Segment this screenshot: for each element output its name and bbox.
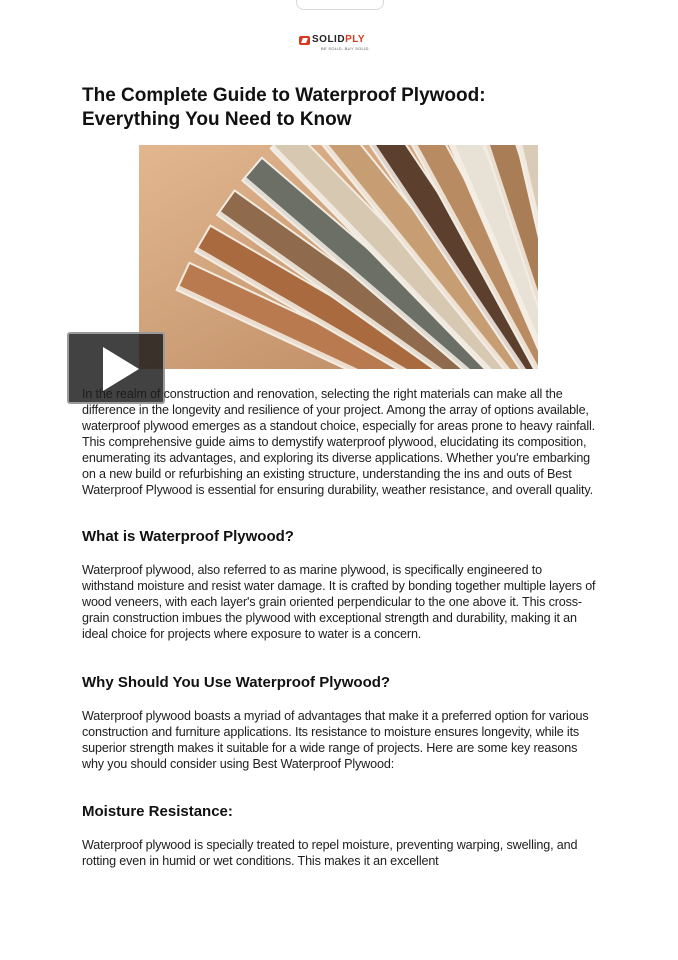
solidply-logo (299, 34, 381, 52)
logo-mark-icon (299, 36, 310, 45)
intro-paragraph: In the realm of construction and renovation, selecting the right materials can make all the difference in the longevity and resilience of your project. Among the array of options available, waterproof plywood emerges as a standout choice, especially for areas prone to heavy rainfall. This comprehensive guide aims to demystify waterproof plywood, elucidating its composition, enumerating its advantages, and exploring its diverse applications. Whether you're embarking on a new build or refurbishing an existing structure, understanding the ins and outs of Best Waterproof Plywood is essential for ensuring durability, weather resistance, and overall quality. (82, 387, 596, 497)
hero-image (139, 145, 538, 369)
top-frame-edge (296, 0, 384, 10)
section-body-moisture: Waterproof plywood is specially treated to repel moisture, preventing warping, swelling, and rotting even in humid or wet conditions. This makes it an excellent (82, 838, 578, 868)
plywood-samples-illustration (139, 145, 538, 369)
section-body-what-is: Waterproof plywood, also referred to as marine plywood, is specifically engineered to withstand moisture and resist water damage. It is crafted by bonding together multiple layers of wood veneers, with each layer's grain oriented perpendicular to the one above it. This cross-grain construction imbues the plywood with exceptional strength and durability, making it an ideal choice for projects where exposure to water is a concern. (82, 563, 596, 641)
section-heading-what-is: What is Waterproof Plywood? (82, 528, 294, 545)
logo-brand-solid: SOLID (312, 34, 346, 45)
article-title: The Complete Guide to Waterproof Plywood: Everything You Need to Know (82, 85, 486, 130)
logo-brand-ply: PLY (345, 34, 366, 45)
play-icon (103, 347, 139, 391)
section-body-why-use: Waterproof plywood boasts a myriad of advantages that make it a preferred option for various construction and furniture applications. Its resistance to moisture ensures longevity, while its superior strength makes it suitable for a wide range of projects. Here are some key reasons why you should consider using Best Waterproof Plywood: (82, 709, 589, 771)
section-heading-moisture: Moisture Resistance: (82, 803, 233, 820)
section-heading-why-use: Why Should You Use Waterproof Plywood? (82, 674, 391, 691)
logo-tagline: BE SOLID. BUY SOLID. (321, 46, 371, 51)
